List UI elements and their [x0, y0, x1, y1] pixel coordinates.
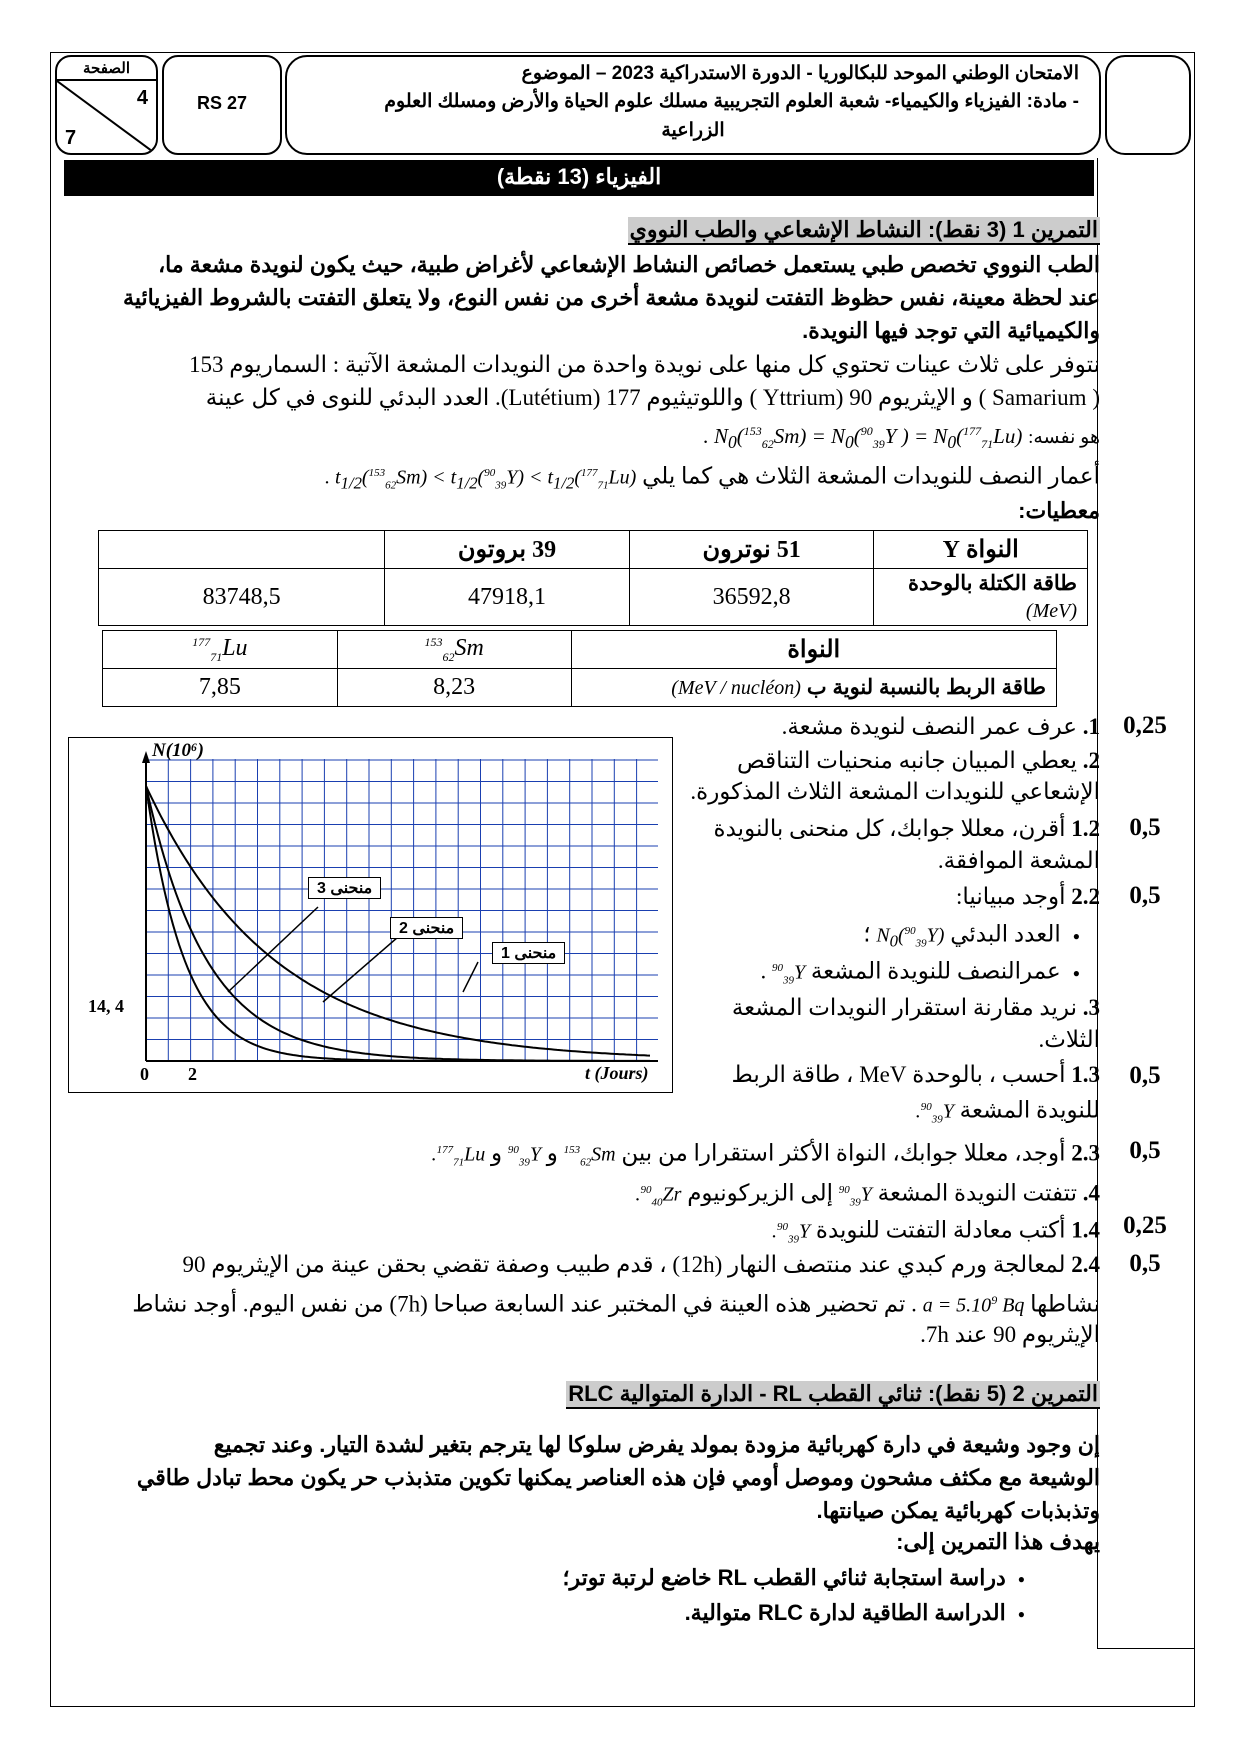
initial-nuclei-equation: . $N_0(^{153}_{62}Sm) = N_0(^{90}_{39}Y$ ) = $N_0(^{177}_{71}Lu)$ [703, 424, 1023, 453]
q3: 3. نريد مقارنة استقرار النويدات المشعة [731, 995, 1100, 1020]
q2-3-score: 0,5 [1129, 1137, 1161, 1164]
q2-2: 2.2 أوجد مبيانيا: [956, 884, 1100, 909]
t2-header-lu: $^{177}_{71}$Lu [103, 631, 338, 669]
q1-4-score: 0,25 [1123, 1212, 1167, 1239]
graph-x-tick-2: 2 [188, 1064, 197, 1084]
t2-header-nucleus: النواة [571, 631, 1056, 669]
score-column-bottom [1097, 1648, 1195, 1649]
ex1-text-line3 [703, 416, 1100, 459]
given-label: معطيات: [1018, 498, 1100, 523]
ex1-text-line2: ( Samarium ) و الإيثريوم 90 (Yttrium ) واللوتيثيوم 177 (Lutétium). العدد البدئي للنوى في كل عينة [205, 385, 1100, 410]
page-total: 7 [65, 127, 77, 149]
header-title-line1: الامتحان الوطني الموحد للبكالوريا - الدورة الاستدراكية 2023 – الموضوع [521, 63, 1079, 84]
curve-pointer [228, 907, 318, 992]
q2: 2. يعطي المبيان جانبه منحنيات التناقص [736, 748, 1100, 773]
half-life-text: أعمار النصف للنويدات المشعة الثلاث هي كما يلي [642, 463, 1100, 489]
header-title-line2: - مادة: الفيزياء والكيمياء- شعبة العلوم التجريبية مسلك علوم الحياة والأرض ومسلك العلوم [384, 91, 1079, 112]
page-number: 4 [136, 87, 148, 109]
ex1-intro-line3: والكيميائية التي توجد فيها النويدة. [802, 318, 1100, 343]
t2-header-sm: $^{153}_{62}$Sm [337, 631, 571, 669]
ex2-aim: يهدف هذا التمرين إلى: [896, 1529, 1100, 1554]
ex1-text-same-label: هو نفسه: [1028, 427, 1100, 448]
curve-pointer [323, 937, 398, 1002]
q1: 1. عرف عمر النصف لنويدة مشعة. [781, 714, 1100, 739]
page-number-box [55, 55, 158, 155]
q2-2-score: 0,5 [1129, 882, 1161, 909]
binding-energy-table [102, 630, 1057, 707]
q2-4-cont2: الإيثريوم 90 عند 7h. [920, 1322, 1100, 1347]
q1-4: 1.4 أكتب معادلة التفتت للنويدة .$^{90}_{39}$Y [772, 1217, 1100, 1246]
title-box [285, 55, 1101, 155]
ex1-intro-line2: عند لحظة معينة، نفس حظوظ التفتت لنويدة مشعة أخرى من نفس النوع، ولا يتعلق التفتت بالشروط الفيزيائية [123, 285, 1100, 310]
q1-2: 1.2 أقرن، معللا جوابك، كل منحنى بالنويدة [713, 816, 1100, 841]
t1-label: طاقة الكتلة بالوحدة (MeV) [874, 569, 1088, 626]
ex1-text-line4 [325, 458, 1100, 501]
ex2-bullet1: ● دراسة استجابة ثنائي القطب RL خاضع لرتبة توتر؛ [563, 1563, 1026, 1594]
code-box [162, 55, 282, 155]
page-label: الصفحة [57, 59, 156, 81]
t1-header-nucleus: النواة Y [874, 531, 1088, 569]
y-axis-arrow [142, 751, 150, 763]
q1-2-cont: المشعة الموافقة. [937, 848, 1100, 873]
ex2-intro-line2: الوشيعة مع مكثف مشحون وموصل أومي فإن هذه العناصر يمكنها تكوين متذبذب حر يكون محط تبادل طاقي [136, 1465, 1100, 1490]
t2-value-sm: 8,23 [337, 669, 571, 707]
ex2-intro-line1: إن وجود وشيعة في دارة كهربائية مزودة بمولد يفرض سلوكا لها يترجم بتغير لشدة التيار. وعند تجميع [213, 1432, 1100, 1457]
curve-label-1: منحنى 1 [492, 942, 565, 964]
header-title-line3: الزراعية [661, 120, 725, 141]
q1-3-score: 0,5 [1129, 1062, 1161, 1089]
exam-code: RS 27 [196, 93, 248, 113]
q2-cont: الإشعاعي للنويدات المشعة الثلاث المذكورة. [690, 779, 1100, 804]
t1-header-proton: 39 بروتون [385, 531, 630, 569]
curve-label-2: منحنى 2 [390, 917, 463, 939]
q2-4: 2.4 لمعالجة ورم كبدي عند منتصف النهار (12h) ، قدم طبيب وصفة تقضي بحقن عينة من الإيثريوم 90 [182, 1252, 1100, 1277]
t1-header-empty [99, 531, 385, 569]
ex1-text-line1: نتوفر على ثلاث عينات تحتوي كل منها على نويدة واحدة من النويدات المشعة الآتية : السماريوم 153 [188, 352, 1100, 377]
q1-score: 0,25 [1123, 712, 1167, 739]
graph-x-tick-0: 0 [140, 1064, 149, 1084]
t1-value-proton: 36592,8 [629, 569, 874, 626]
q3-cont: الثلاث. [1038, 1027, 1100, 1052]
ex1-intro-line1: الطب النووي تخصص طبي يستعمل خصائص النشاط الإشعاعي لأغراض طبية، حيث يكون لنويدة مشعة ما، [158, 252, 1100, 277]
curve-pointer [463, 962, 478, 992]
q2-2-bullet1: ● العدد البدئي $N_0(^{90}_{39}Y)$ ؛ [863, 916, 1080, 959]
t1-header-neutron: 51 نوترون [629, 531, 874, 569]
curve-label-3: منحنى 3 [308, 877, 381, 899]
q2-3: 2.3 أوجد، معللا جوابك، النواة الأكثر استقرارا من بين $^{153}_{62}$Sm و $^{90}_{39}$Y و .$^{177}_{71}$Lu [431, 1140, 1100, 1169]
graph-y-tick: 14, 4 [88, 996, 124, 1016]
graph-y-label: N(10⁶) [152, 740, 204, 761]
mass-energy-table [98, 530, 1088, 626]
q1-3: 1.3 أحسب ، بالوحدة MeV ، طاقة الربط [731, 1062, 1100, 1087]
t2-value-lu: 7,85 [103, 669, 338, 707]
t1-value-nucleus: 83748,5 [99, 569, 385, 626]
blank-box [1105, 55, 1191, 155]
section-title: الفيزياء (13 نقطة) [496, 164, 662, 189]
t2-label: طاقة الربط بالنسبة لنوية ب (MeV / nucléon) [571, 669, 1056, 707]
q4: 4. تتفتت النويدة المشعة $^{90}_{39}$Y إلى الزيركونيوم .$^{90}_{40}$Zr [635, 1180, 1100, 1209]
t1-value-neutron: 47918,1 [385, 569, 630, 626]
q2-4-cont1: نشاطها $a = 5.10^9$ Bq . تم تحضير هذه العينة في المختبر عند السابعة صباحا (7h) من نفس اليوم. أوجد نشاط [132, 1291, 1100, 1317]
graph-x-label: t (Jours) [585, 1063, 649, 1083]
half-life-inequality: . $t_{1/2}(^{153}_{62}Sm) < t_{1/2}(^{90}_{39}Y) < t_{1/2}(^{177}_{71}Lu)$ [325, 466, 637, 493]
ex2-intro-line3: وتذبذبات كهربائية يمكن صيانتها. [816, 1498, 1100, 1523]
ex2-bullet2: ● الدراسة الطاقية لدارة RLC متوالية. [685, 1598, 1025, 1629]
decay-graph [68, 737, 673, 1093]
q2-2-bullet2: ● عمرالنصف للنويدة المشعة $^{90}_{39}$Y . [760, 953, 1080, 996]
ex1-title: التمرين 1 (3 نقط): النشاط الإشعاعي والطب النووي [628, 217, 1100, 245]
q1-2-score: 0,5 [1129, 814, 1161, 841]
ex2-title: التمرين 2 (5 نقط): ثنائي القطب RL - الدارة المتوالية RLC [566, 1381, 1100, 1409]
q2-4-score: 0,5 [1129, 1250, 1161, 1277]
q1-3-cont: للنويدة المشعة .$^{90}_{39}$Y [915, 1097, 1100, 1126]
